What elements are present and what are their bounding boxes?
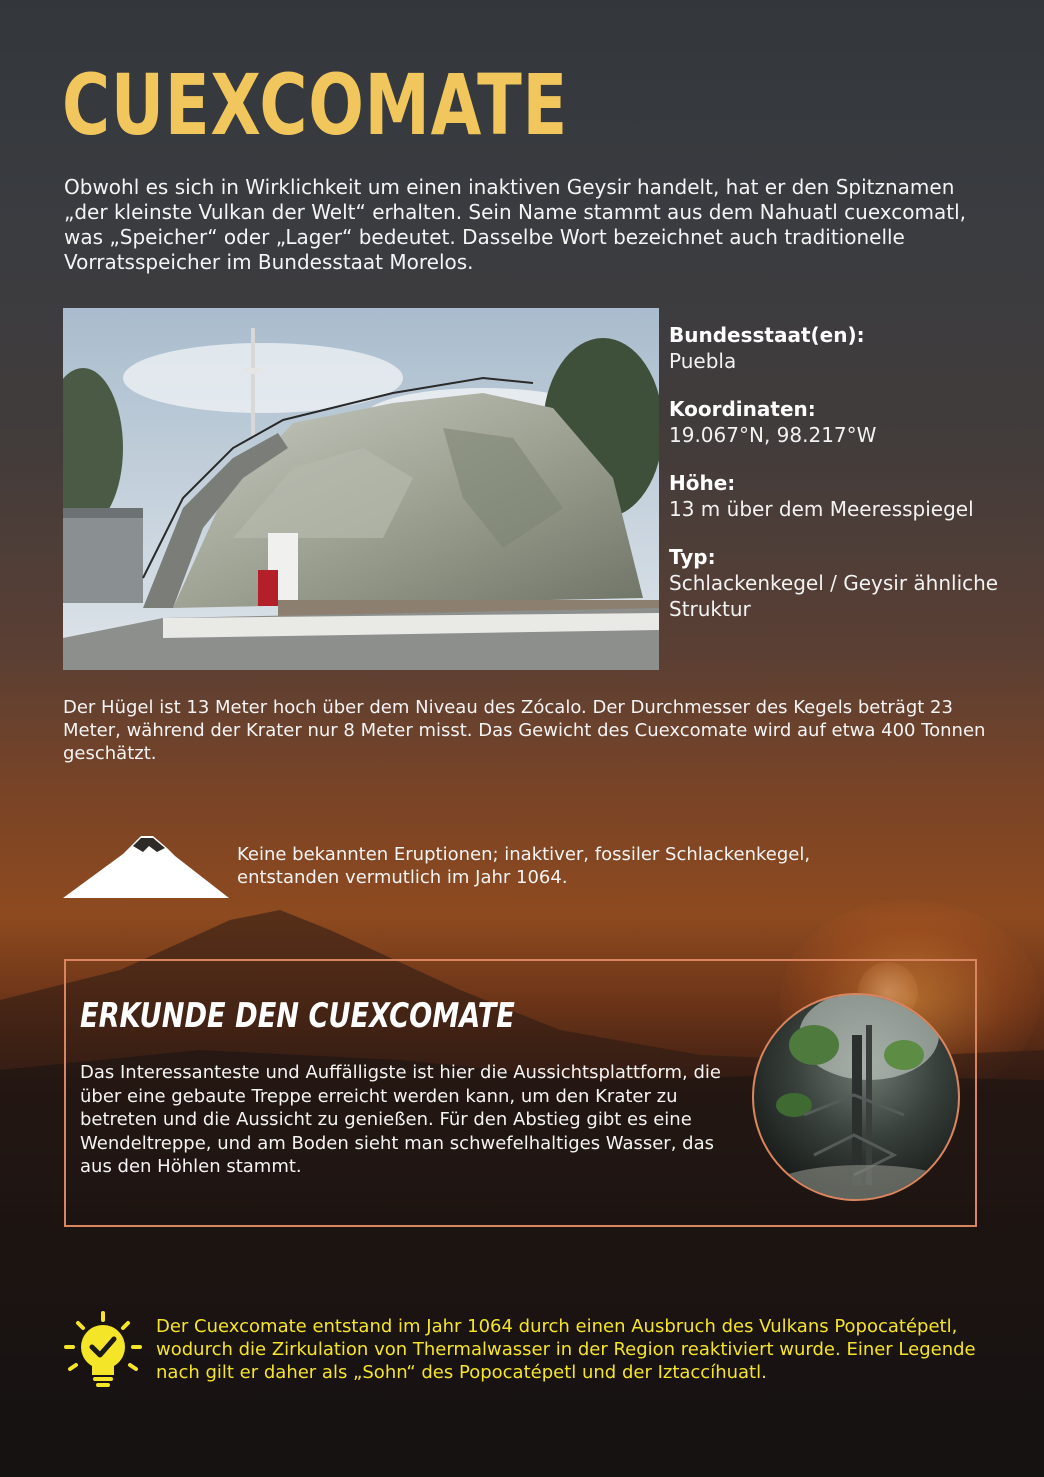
fact-state [669,322,999,374]
description-paragraph: Der Hügel ist 13 Meter hoch über dem Niveau des Zócalo. Der Durchmesser des Kegels beträgt 23 Meter, während der Krater nur 8 Meter misst. Das Gewicht des Cuexcomate wird auf etwa 400 Tonnen geschätzt. [63,697,986,764]
fact-value: 13 m über dem Meeresspiegel [669,497,974,521]
facts-list [669,322,999,644]
crater-interior-photo [752,993,960,1201]
fact-coordinates [669,396,999,448]
fact-label: Höhe: [669,471,736,495]
explore-text: Das Interessanteste und Auffälligste ist hier die Aussichtsplattform, die über eine gebaute Treppe erreicht werden kann, um den Krater zu betreten und die Aussicht zu genießen. Für den Abstieg gibt es eine Wendeltreppe, und am Boden sieht man schwefelhaltiges Wasser, das aus den Höhlen stammt. [80,1062,721,1177]
fact-value: Schlackenkegel / Geysir ähnliche Struktur [669,571,999,621]
fact-label: Bundesstaat(en): [669,323,865,347]
fun-fact: Der Cuexcomate entstand im Jahr 1064 durch einen Ausbruch des Vulkans Popocatépetl, wodurch die Zirkulation von Thermalwasser in der Region reaktiviert wurde. Einer Legende nach gilt er daher als „Sohn“ des Popocatépetl und der Iztaccíhuatl. [156,1316,976,1383]
explore-title: ERKUNDE DEN CUEXCOMATE [80,996,515,1036]
page-title: CUEXCOMATE [62,56,569,154]
volcano-icon [63,832,229,900]
lightbulb-check-icon [62,1311,144,1393]
fact-value: 19.067°N, 98.217°W [669,423,877,447]
cuexcomate-illustration [63,308,659,670]
intro-paragraph: Obwohl es sich in Wirklichkeit um einen inaktiven Geysir handelt, hat er den Spitznamen „der kleinste Vulkan der Welt“ erhalten. Sein Name stammt aus dem Nahuatl cuexcomatl, was „Speicher“ oder „Lager“ bedeutet. Dasselbe Wort bezeichnet auch traditionelle Vorratsspeicher im Bundesstaat Morelos. [64,175,967,274]
fact-type [669,544,999,622]
fact-label: Typ: [669,545,716,569]
fact-value: Puebla [669,349,737,373]
crater-illustration [754,995,958,1199]
fact-label: Koordinaten: [669,397,816,421]
fact-height [669,470,999,522]
cuexcomate-photo [63,308,659,670]
eruption-note: Keine bekannten Eruptionen; inaktiver, fossiler Schlackenkegel, entstanden vermutlich im Jahr 1064. [237,844,811,888]
